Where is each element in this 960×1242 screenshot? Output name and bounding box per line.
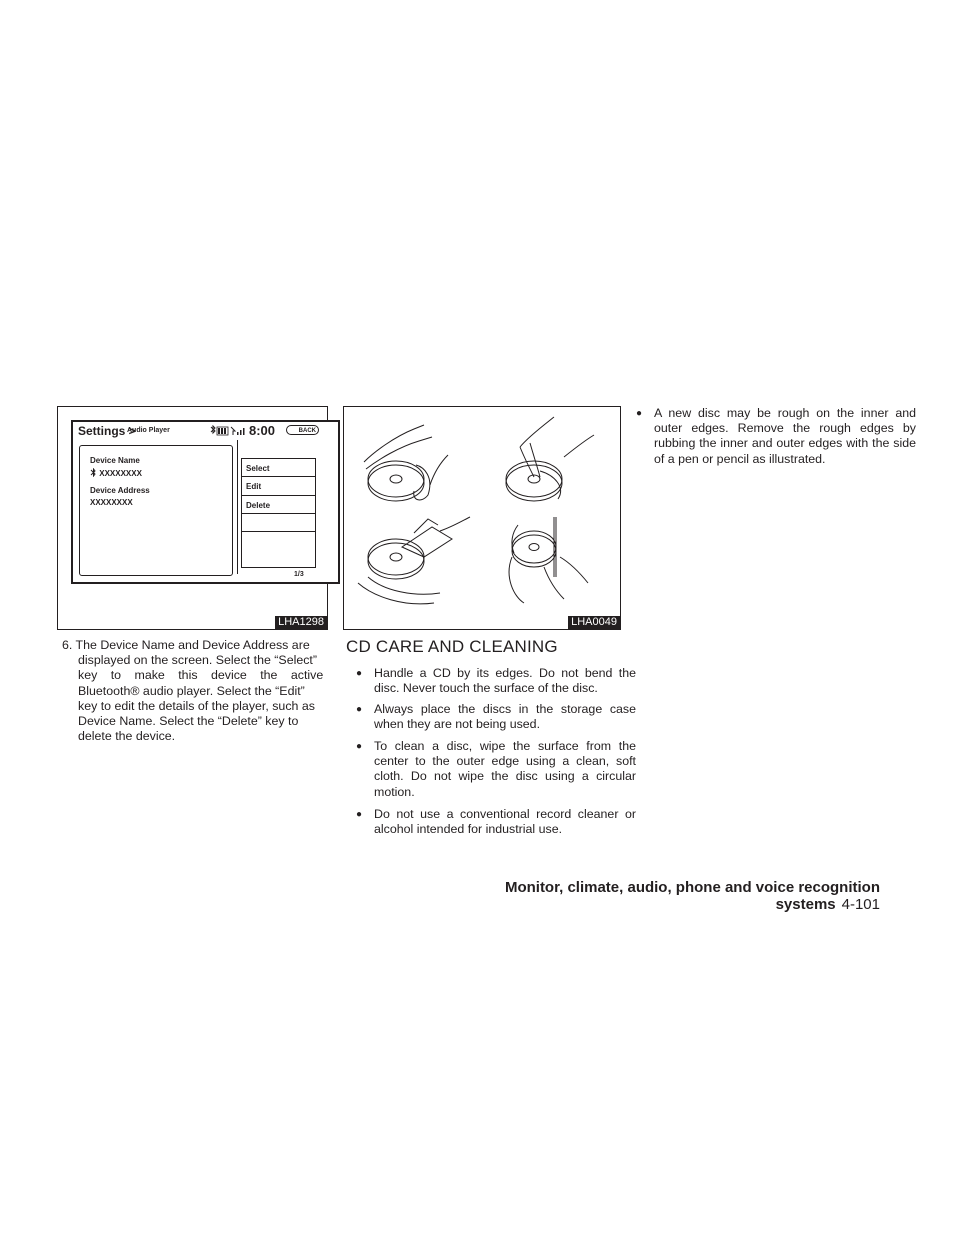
page-footer <box>500 879 880 913</box>
step-6-paragraph <box>62 638 375 744</box>
menu-item-edit[interactable]: Edit <box>242 477 315 495</box>
bullet-icon: ● <box>356 741 363 752</box>
figure-label: LHA0049 <box>568 616 620 629</box>
device-menu <box>241 458 316 568</box>
bullet-item <box>636 406 916 470</box>
bullet-item <box>356 739 636 803</box>
bullet-icon: ● <box>356 668 363 679</box>
bluetooth-icon <box>90 469 99 478</box>
device-name-label: Device Name <box>90 456 140 465</box>
step-6-line: Bluetooth® audio player. Select the “Edit” <box>78 683 305 698</box>
menu-item-empty[interactable] <box>242 532 315 550</box>
disc-held-center-drawing <box>506 417 594 501</box>
bullet-item <box>356 666 636 698</box>
device-info-panel <box>79 445 233 576</box>
section-heading: CD CARE AND CLEANING <box>346 637 558 656</box>
screen-subtitle: Audio Player <box>127 427 170 434</box>
device-name-value: XXXXXXXX <box>90 468 142 478</box>
step-6-line: displayed on the screen. Select the “Select” <box>78 653 317 668</box>
bullet-icon: ● <box>356 809 363 820</box>
disc-pen-smoothing-drawing <box>509 517 588 603</box>
bullet-icon: ● <box>636 408 643 419</box>
clock-time: 8:00 <box>249 423 276 438</box>
screen-divider <box>237 440 238 574</box>
bullet-icon: ● <box>356 704 363 715</box>
device-address-value: XXXXXXXX <box>90 498 133 507</box>
disc-wiping-drawing <box>358 517 470 604</box>
footer-section-title: Monitor, climate, audio, phone and voice recognition systems <box>504 879 880 913</box>
back-button[interactable]: BACK <box>286 425 319 435</box>
figure-cd-handling <box>343 406 621 630</box>
menu-item-select[interactable]: Select <box>242 459 315 477</box>
status-icons <box>209 425 247 438</box>
figure-label: LHA1298 <box>275 616 327 629</box>
page-number: 4-101 <box>841 896 880 913</box>
screen-title: Settings > <box>78 424 136 438</box>
bullet-item <box>356 702 636 734</box>
bluetooth-signal-icon <box>209 425 247 436</box>
bullet-text: To clean a disc, wipe the surface from the center to the outer edge using a clean, soft cloth. Do not wipe the disc using a circular motion. <box>374 739 636 799</box>
bullet-item <box>356 807 636 839</box>
cd-handling-illustration <box>344 407 620 615</box>
menu-item-delete[interactable]: Delete <box>242 496 315 514</box>
bullet-text: Do not use a conventional record cleaner or alcohol intended for industrial use. <box>374 807 636 837</box>
screen-header <box>73 422 338 440</box>
menu-item-empty[interactable] <box>242 514 315 532</box>
step-6-line: delete the device. <box>78 729 176 744</box>
audio-player-settings-screen <box>71 420 340 584</box>
step-6-line: 6. The Device Name and Device Address are <box>62 638 310 652</box>
step-6-line: Device Name. Select the “Delete” key to <box>78 714 299 729</box>
bullet-text: A new disc may be rough on the inner and outer edges. Remove the rough edges by rubbing the inner and outer edges with the side of a pen or pencil as illustrated. <box>654 406 916 466</box>
figure-device-settings <box>57 406 328 630</box>
disc-held-by-edges-drawing <box>364 425 448 501</box>
step-6-line: key to make this device the active <box>78 668 324 683</box>
step-6-line: key to edit the details of the player, such as <box>78 698 315 713</box>
page-indicator: 1/3 <box>294 571 304 578</box>
bullet-text: Handle a CD by its edges. Do not bend the disc. Never touch the surface of the disc. <box>374 666 636 696</box>
device-address-label: Device Address <box>90 486 150 495</box>
bullet-text: Always place the discs in the storage case when they are not being used. <box>374 702 636 732</box>
